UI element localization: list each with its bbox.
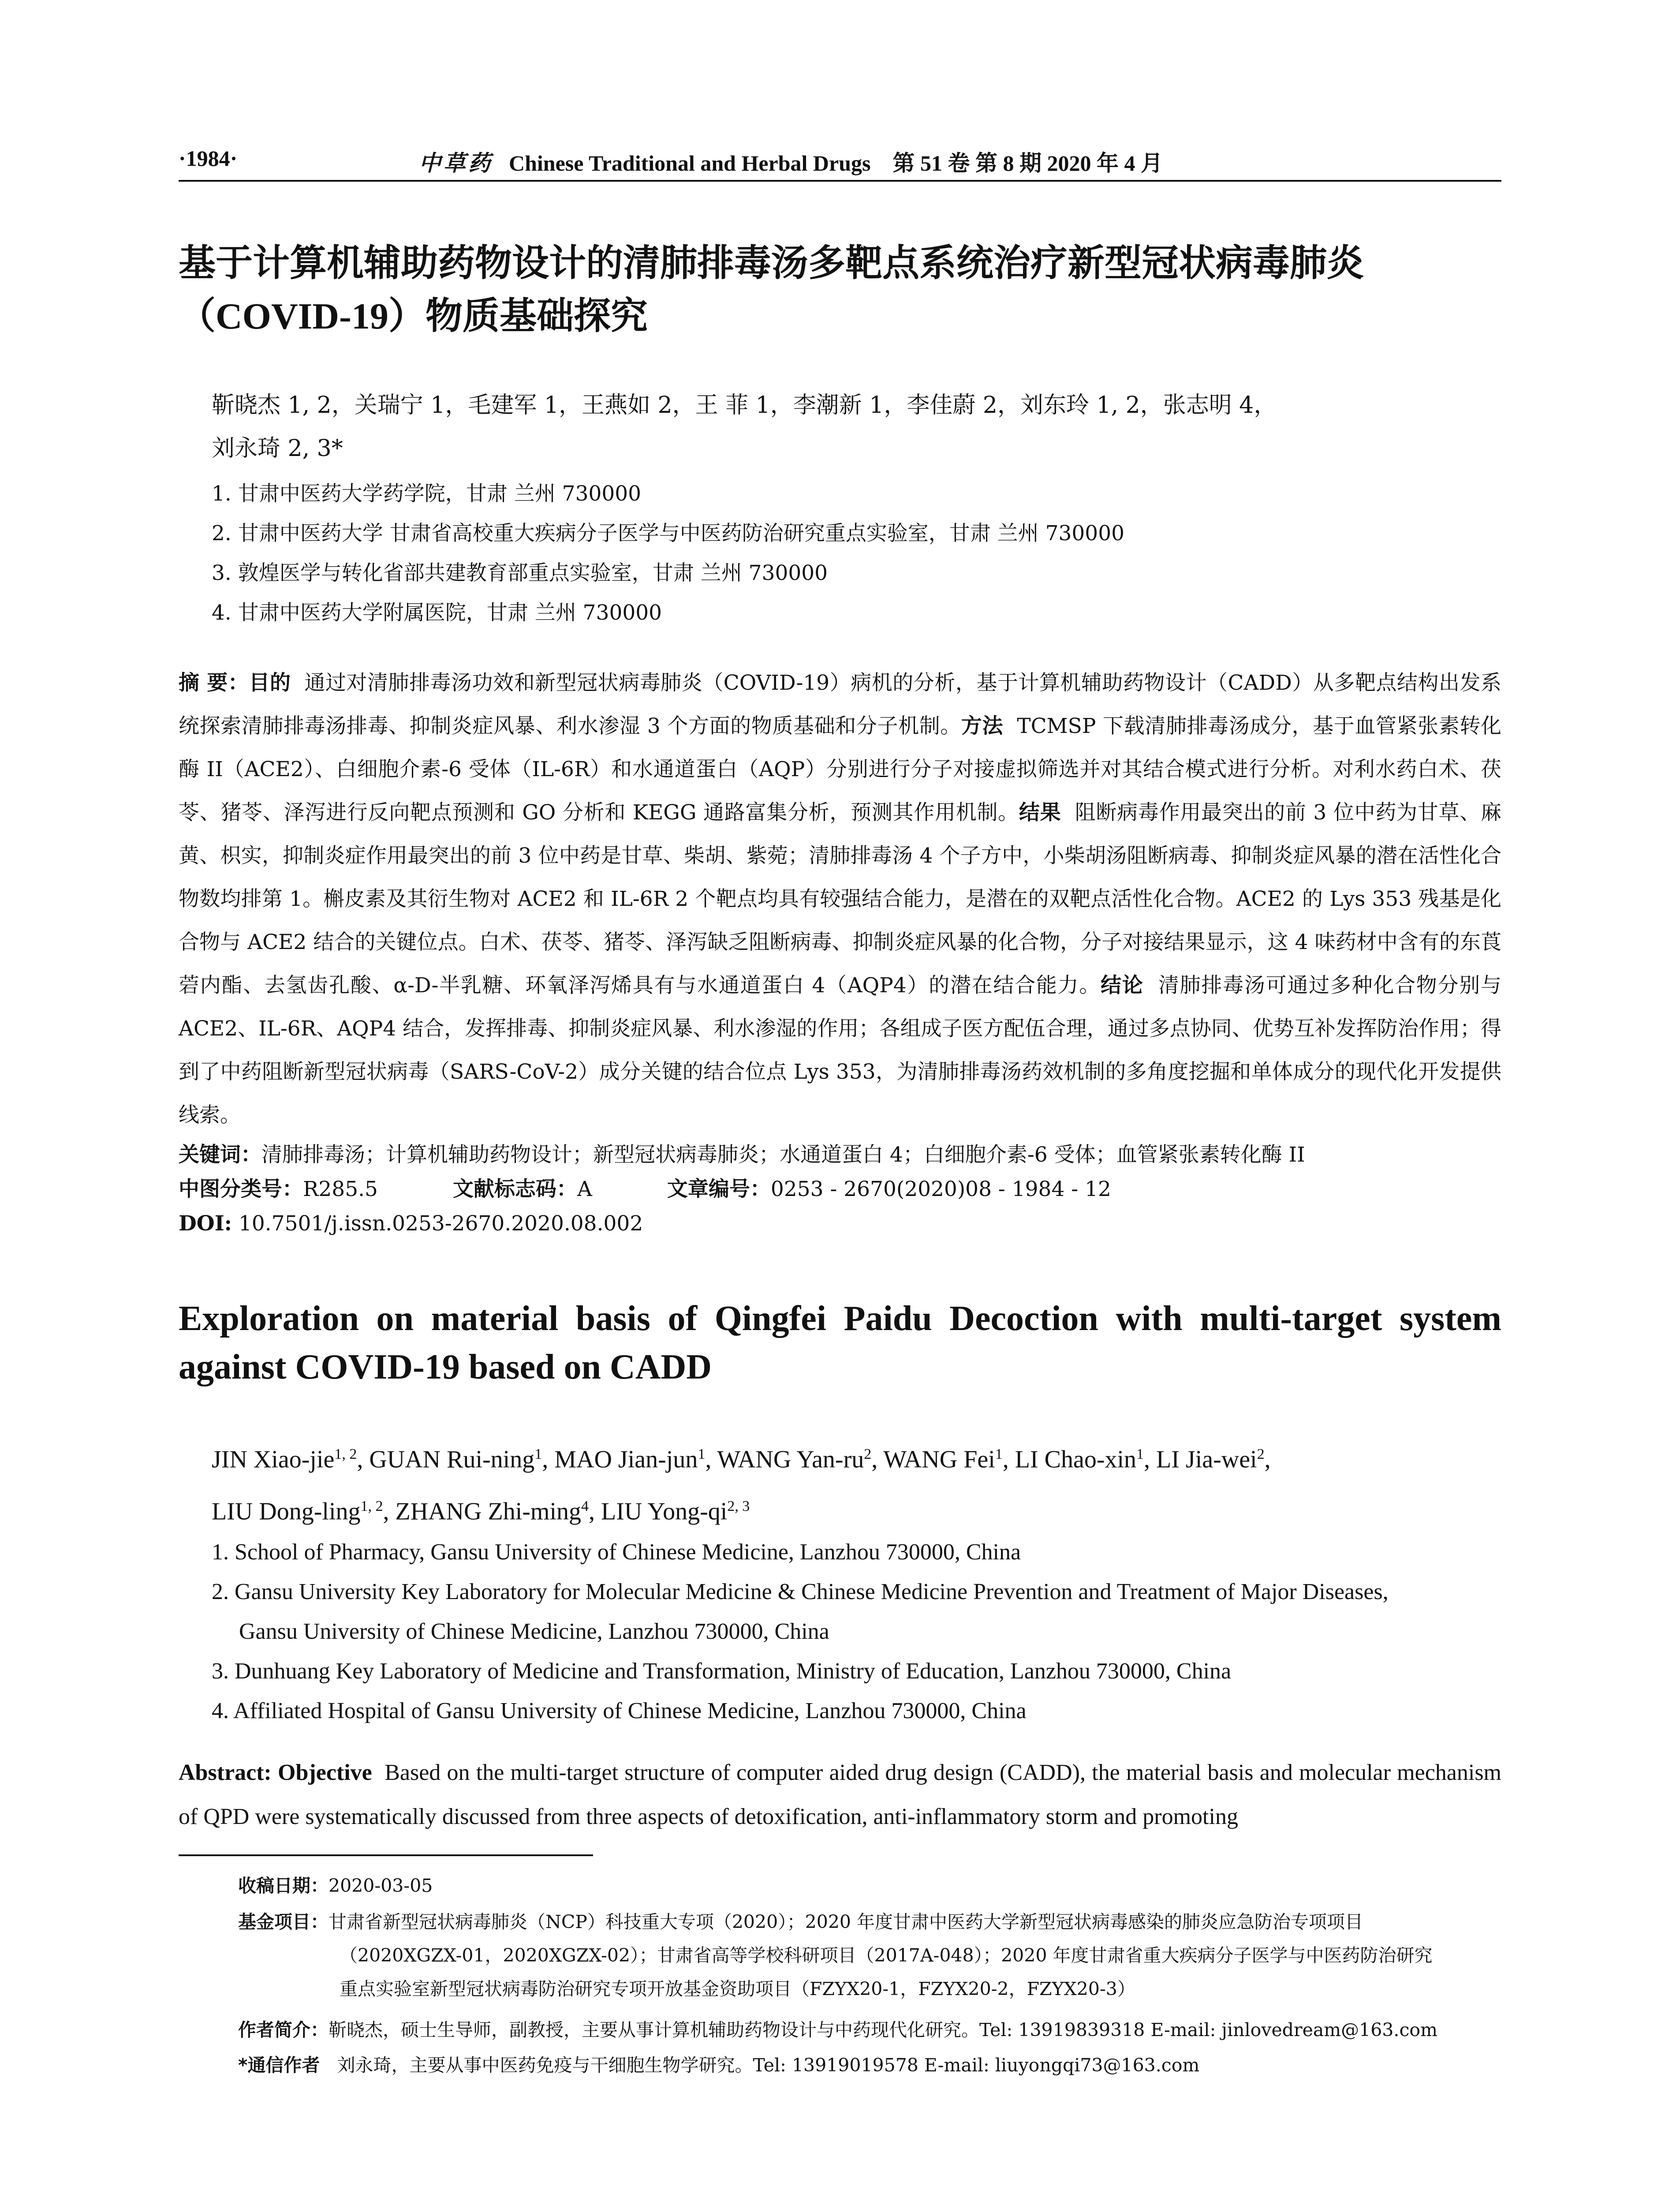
article-number-value: 0253 - 2670(2020)08 - 1984 - 12 (770, 1177, 1111, 1201)
affiliation-en-4: 4. Affiliated Hospital of Gansu University of Chinese Medicine, Lanzhou 730000, China (212, 1698, 1027, 1723)
author-en: WANG Yan-ru (717, 1446, 864, 1473)
affiliation-en-2 (212, 1572, 1499, 1652)
result-label: 结果 (1019, 800, 1061, 825)
abstract-en-label: Abstract: Objective (179, 1760, 372, 1785)
author-affil-sup: 1 (995, 1446, 1003, 1462)
bio-text: 靳晓杰，硕士生导师，副教授，主要从事计算机辅助药物设计与中药现代化研究。Tel: 13919839318 E-mail: jinlovedream@163.com (329, 2019, 1437, 2041)
page-number: ·1984· (179, 146, 238, 171)
objective-label: 目的 (249, 671, 291, 695)
article-title-en: Exploration on material basis of Qingfei Paidu Decoction with multi-target system against COVID-19 based on CADD (179, 1299, 1501, 1387)
affiliation-en-3: 3. Dunhuang Key Laboratory of Medicine and Transformation, Ministry of Education, Lanzhou 730000, China (212, 1659, 1232, 1684)
author-en: LIU Yong-qi (601, 1498, 728, 1525)
authors-en: JIN Xiao-jie$^{1, 2}$, GUAN Rui-ning$^1$, MAO Jian-jun$^1$, WANG Yan-$ru^2$, WANG Fei$^1$, LI Chao-xin$^1$, LI Jia-wei$^2$, LIU Dong-ling$^{1, 2}$, ZHANG Zhi-ming$^4$, LIU Yong-qi$^{2, 3}$ (212, 1446, 1271, 1525)
author-en: WANG Fei (883, 1446, 995, 1473)
abstract-zh-label: 摘 要： (179, 671, 249, 695)
author-affil-sup: 1 (1136, 1446, 1144, 1462)
title-zh-line2: （COVID-19）物质基础探究 (179, 296, 648, 337)
funding-line2: （2020XGZX-01，2020XGZX-02）；甘肃省高等学校科研项目（2017A-048）；2020 年度甘肃省重大疾病分子医学与中医药防治研究 (340, 1945, 1433, 1966)
doi-link[interactable]: 10.7501/j.issn.0253-2670.2020.08.002 (239, 1211, 643, 1236)
conclusion-label: 结论 (1101, 973, 1144, 998)
affiliation-zh-1: 1. 甘肃中医药大学药学院，甘肃 兰州 730000 (212, 482, 642, 506)
author-affil-sup: 1, 2 (334, 1446, 357, 1462)
journal-name (419, 146, 1163, 177)
abstract-zh (179, 662, 1501, 1137)
footnote-divider (179, 1854, 593, 1856)
affiliation-zh-2: 2. 甘肃中医药大学 甘肃省高校重大疾病分子医学与中医药防治研究重点实验室，甘肃 兰州 730000 (212, 521, 1125, 546)
journal-brand: 中草药 (419, 151, 493, 176)
corresponding-text: 刘永琦，主要从事中医药免疫与干细胞生物学研究。Tel: 13919019578 E-mail: liuyongqi73@163.com (337, 2055, 1200, 2076)
affiliation-en-2-line2: Gansu University of Chinese Medicine, Lanzhou 730000, China (239, 1619, 829, 1644)
clc-value: R285.5 (303, 1177, 378, 1201)
journal-title: Chinese Traditional and Herbal Drugs (509, 151, 871, 176)
classification-line (179, 1172, 1501, 1207)
author-affil-sup: 1 (534, 1446, 542, 1462)
method-label: 方法 (961, 714, 1004, 738)
affiliation-en-1: 1. School of Pharmacy, Gansu University of Chinese Medicine, Lanzhou 730000, China (212, 1540, 1021, 1565)
abstract-en (179, 1751, 1501, 1839)
clc-label: 中图分类号： (179, 1177, 303, 1201)
author-en: MAO Jian-jun (554, 1446, 698, 1473)
authors-zh-line2: 刘永琦 2, 3* (212, 435, 343, 462)
affiliation-zh-4: 4. 甘肃中医药大学附属医院，甘肃 兰州 730000 (212, 601, 662, 625)
objective-text: 通过对清肺排毒汤功效和新型冠状病毒肺炎（COVID-19）病机的分析，基于计算机辅助药物设计（CADD）从多靶点结构出发系统探索清肺排毒汤排毒、抑制炎症风暴、利水渗湿 3 个方面的物质基础和分子机制。 (179, 671, 1501, 738)
authors-zh (212, 384, 1499, 470)
doc-code-label: 文献标志码： (452, 1177, 577, 1201)
method-text: TCMSP 下载清肺排毒汤成分，基于血管紧张素转化酶 II（ACE2）、白细胞介素-6 受体（IL-6R）和水通道蛋白（AQP）分别进行分子对接虚拟筛选并对其结合模式进行分析。对利水药白术、茯苓、猪苓、泽泻进行反向靶点预测和 GO 分析和 KEGG 通路富集分析，预测其作用机制。 (179, 714, 1502, 825)
funding-line1: 甘肃省新型冠状病毒肺炎（NCP）科技重大专项（2020）；2020 年度甘肃中医药大学新型冠状病毒感染的肺炎应急防治专项项目 (329, 1911, 1363, 1932)
article-number-label: 文章编号： (667, 1177, 771, 1201)
footnote-author-bio (238, 2013, 1501, 2047)
bio-label: 作者简介： (238, 2019, 329, 2041)
journal-issue: 第 51 卷 第 8 期 2020 年 4 月 (892, 151, 1163, 176)
received-date: 2020-03-05 (329, 1875, 433, 1896)
funding-label: 基金项目： (238, 1911, 329, 1932)
footnote-funding (238, 1905, 1501, 2006)
footnote-received (238, 1869, 1501, 1902)
footnote-corresponding (238, 2048, 1501, 2082)
author-en: GUAN Rui-ning (369, 1446, 535, 1473)
keywords-zh (179, 1138, 1501, 1172)
received-label: 收稿日期： (238, 1875, 329, 1896)
author-affil-sup: 4 (581, 1498, 589, 1514)
result-text: 阻断病毒作用最突出的前 3 位中药为甘草、麻黄、枳实，抑制炎症作用最突出的前 3 位中药是甘草、柴胡、紫菀；清肺排毒汤 4 个子方中，小柴胡汤阻断病毒、抑制炎症风暴的潜在活性化合物数均排第 1。槲皮素及其衍生物对 ACE2 和 IL-6R 2 个靶点均具有较强结合能力，是潜在的双靶点活性化合物。ACE2 的 Lys 353 残基是化合物与 ACE2 结合的关键位点。白术、茯苓、猪苓、泽泻缺乏阻断病毒、抑制炎症风暴的化合物，分子对接结果显示，这 4 味药材中含有的东莨菪内酯、去氢齿孔酸、α-D-半乳糖、环氧泽泻烯具有与水通道蛋白 4（AQP4）的潜在结合能力。 (179, 800, 1501, 998)
author-affil-sup: 1, 2 (360, 1498, 383, 1514)
author-en: JIN Xiao-jie (212, 1446, 335, 1473)
corresponding-label: *通信作者 (238, 2055, 320, 2076)
keywords-text: 清肺排毒汤；计算机辅助药物设计；新型冠状病毒肺炎；水通道蛋白 4；白细胞介素-6 受体；血管紧张素转化酶 II (261, 1143, 1305, 1167)
running-header (179, 140, 1501, 182)
affiliation-en-2-line1: 2. Gansu University Key Laboratory for Molecular Medicine & Chinese Medicine Prevention and Treatment of Major Diseases, (212, 1579, 1389, 1604)
author-en: ZHANG Zhi-ming (395, 1498, 582, 1525)
author-en: LI Chao-xin (1015, 1446, 1137, 1473)
affiliation-zh-3: 3. 敦煌医学与转化省部共建教育部重点实验室，甘肃 兰州 730000 (212, 561, 828, 585)
article-title-zh (179, 236, 1501, 344)
doc-code-value: A (577, 1177, 592, 1201)
conclusion-text: 清肺排毒汤可通过多种化合物分别与 ACE2、IL-6R、AQP4 结合，发挥排毒、抑制炎症风暴、利水渗湿的作用；各组成子医方配伍合理，通过多点协同、优势互补发挥防治作用；得到了中药阻断新型冠状病毒（SARS-CoV-2）成分关键的结合位点 Lys 353，为清肺排毒汤药效机制的多角度挖掘和单体成分的现代化开发提供线索。 (179, 973, 1502, 1127)
author-en: LI Jia-wei (1156, 1446, 1257, 1473)
doi-label: DOI: (179, 1211, 232, 1236)
funding-line3: 重点实验室新型冠状病毒防治研究专项开放基金资助项目（FZYX20-1，FZYX20-2，FZYX20-3） (340, 1978, 1135, 1999)
authors-zh-line1: 靳晓杰 1, 2，关瑞宁 1，毛建军 1，王燕如 2，王 菲 1，李潮新 1，李佳蔚 2，刘东玲 1, 2，张志明 4， (212, 392, 1277, 419)
author-affil-sup: 2 (1257, 1446, 1265, 1462)
author-affil-sup: 1 (698, 1446, 706, 1462)
keywords-label: 关键词： (179, 1143, 261, 1167)
abstract-en-text: Based on the multi-target structure of computer aided drug design (CADD), the material basis and molecular mechanism of QPD were systematically discussed from three aspects of detoxification, anti-inflammatory storm and promoting (179, 1760, 1502, 1829)
title-zh-line1: 基于计算机辅助药物设计的清肺排毒汤多靶点系统治疗新型冠状病毒肺炎 (179, 241, 1364, 284)
author-affil-sup: 2, 3 (727, 1498, 750, 1514)
doi-line (179, 1207, 1501, 1241)
author-affil-sup: 2 (864, 1446, 872, 1462)
author-en: LIU Dong-ling (212, 1498, 361, 1525)
